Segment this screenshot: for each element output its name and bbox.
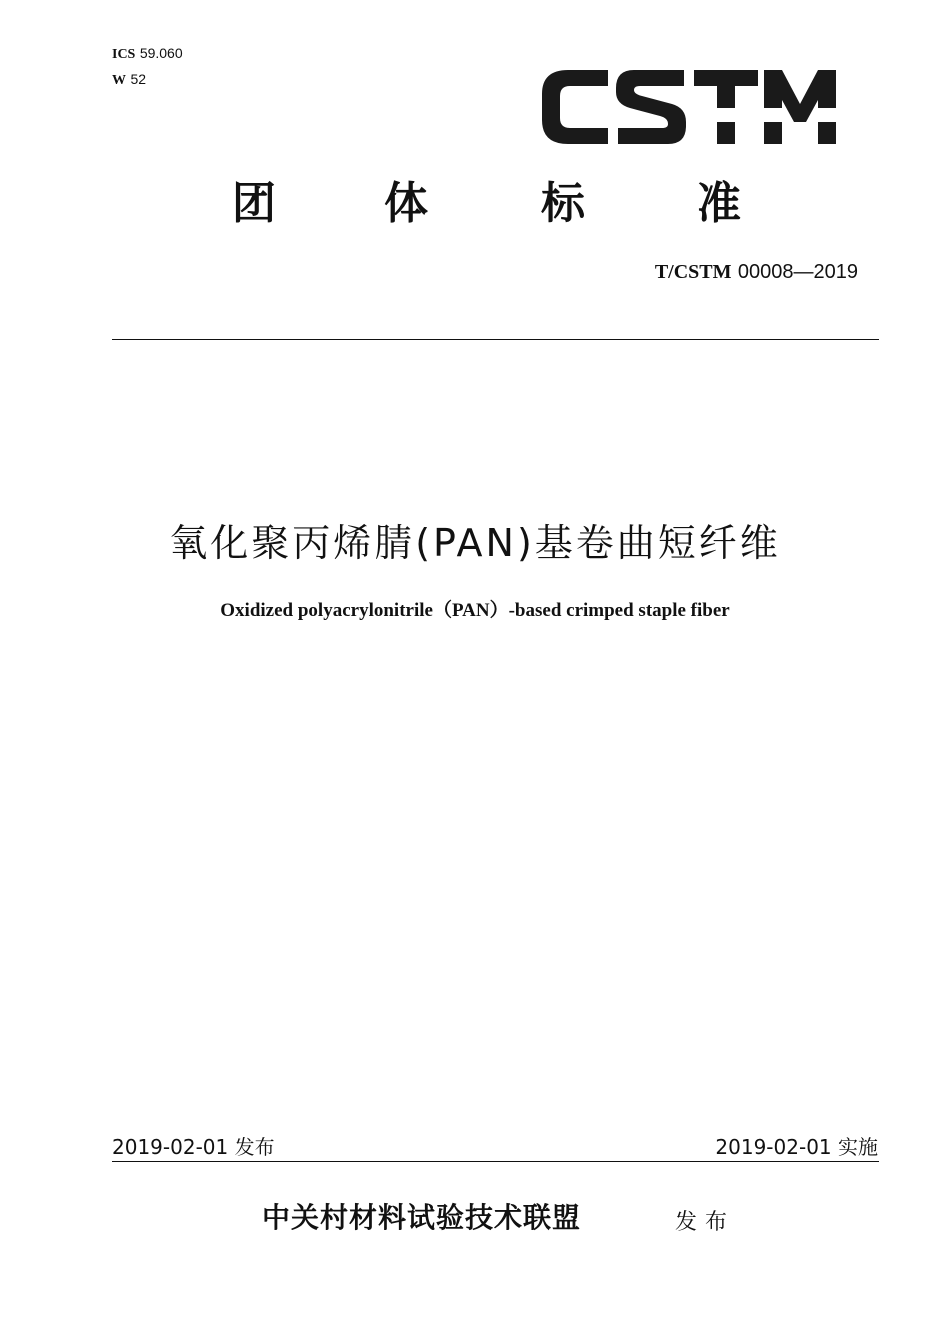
standard-number (655, 258, 858, 285)
issuer-name: 中关村材料试验技术联盟 (262, 1201, 582, 1234)
class-label: W (112, 73, 126, 88)
title-english: Oxidized polyacrylonitrile（PAN）-based crimped staple fiber (220, 600, 730, 621)
cstm-logo (538, 64, 838, 150)
standard-code: 00008—2019 (737, 261, 858, 283)
implement-date: 2019-02-01 实施 (715, 1135, 878, 1159)
classification-code (112, 70, 146, 90)
issue-date: 2019-02-01 发布 (112, 1135, 275, 1159)
class-value: 52 (130, 71, 147, 87)
ics-code (112, 44, 183, 64)
standard-prefix: T/CSTM (654, 261, 732, 283)
category-char-1: 团 (232, 178, 276, 229)
title-chinese: 氧化聚丙烯腈(PAN)基卷曲短纤维 (169, 521, 781, 565)
category-char-3: 标 (541, 178, 585, 229)
footer-divider (112, 1161, 879, 1162)
category-char-2: 体 (384, 178, 428, 229)
ics-label: ICS (112, 47, 136, 62)
publish-label: 发布 (675, 1210, 736, 1235)
ics-value: 59.060 (139, 45, 183, 61)
header-divider (112, 339, 879, 340)
category-char-4: 准 (697, 178, 741, 229)
